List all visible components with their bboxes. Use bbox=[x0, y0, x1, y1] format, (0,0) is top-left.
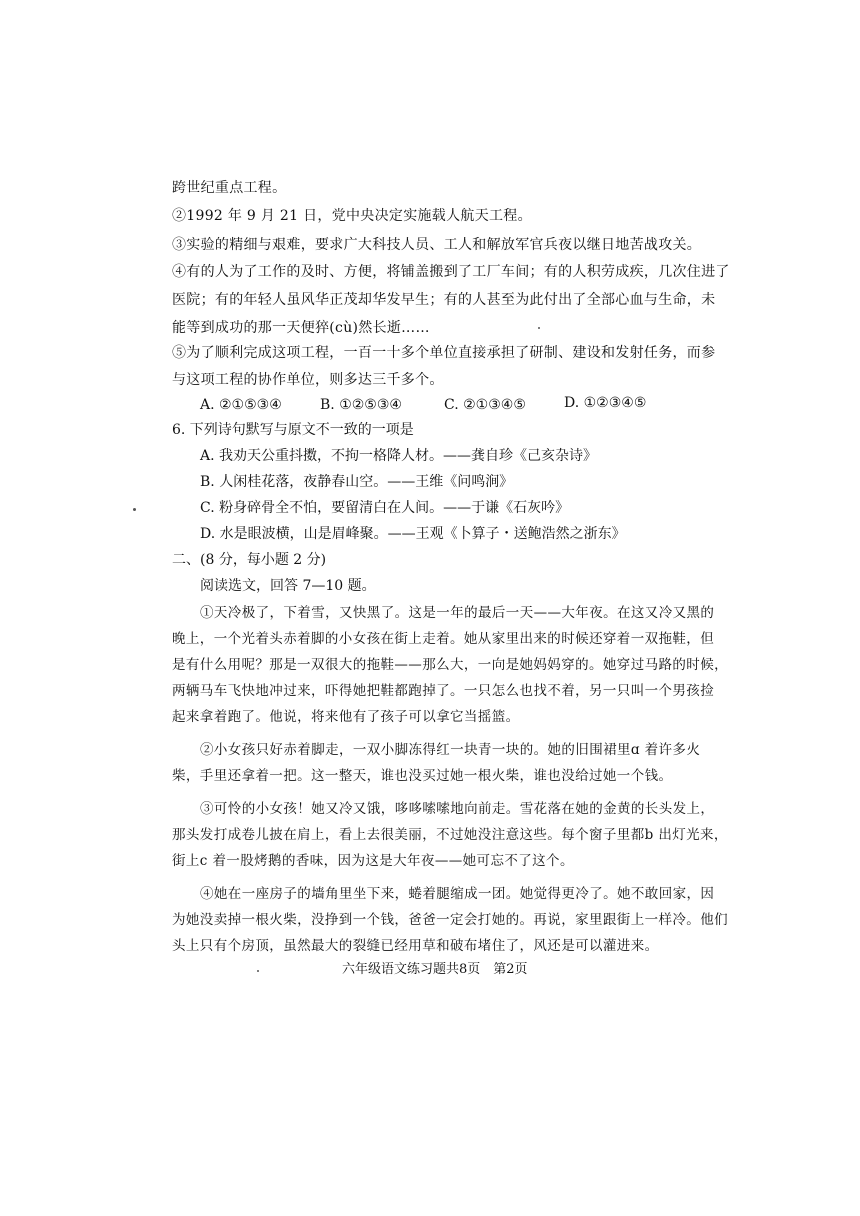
text-line: 能等到成功的那一天便猝(cù)然长逝…… bbox=[172, 320, 430, 336]
passage-line: 街上c 着一股烤鹅的香味，因为这是大年夜——她可忘不了这个。 bbox=[172, 853, 574, 869]
text-line: ④有的人为了工作的及时、方便，将铺盖搬到了工厂车间；有的人积劳成疾，几次住进了 bbox=[172, 264, 730, 280]
passage-line: 柴，手里还拿着一把。这一整天，谁也没买过她一根火柴，谁也没给过她一个钱。 bbox=[172, 768, 673, 784]
q6-option-b: B. 人闲桂花落，夜静春山空。——王维《问鸣涧》 bbox=[200, 474, 514, 490]
q6-option-a: A. 我劝天公重抖擞，不拘一格降人材。——龚自珍《己亥杂诗》 bbox=[200, 448, 598, 464]
q5-option-d: D. ①②③④⑤ bbox=[564, 395, 647, 411]
passage-line: 起来拿着跑了。他说，将来他有了孩子可以拿它当摇篮。 bbox=[172, 709, 520, 725]
text-line: 与这项工程的协作单位，则多达三千多个。 bbox=[172, 372, 444, 388]
page-footer: 六年级语文练习题共8页 第2页 bbox=[342, 962, 528, 977]
text-line: ②1992 年 9 月 21 日，党中央决定实施载人航天工程。 bbox=[172, 208, 532, 224]
passage-line: 为她没卖掉一根火柴，没挣到一个钱，爸爸一定会打她的。再说，家里跟街上一样冷。他们 bbox=[172, 912, 728, 928]
passage-line: 两辆马车飞快地冲过来，吓得她把鞋都跑掉了。一只怎么也找不着，另一只叫一个男孩捡 bbox=[172, 683, 715, 699]
passage-line: ②小女孩只好赤着脚走，一双小脚冻得红一块青一块的。她的旧围裙里ɑ 着许多火 bbox=[200, 742, 701, 758]
text-line: 跨世纪重点工程。 bbox=[172, 180, 287, 196]
scan-speck bbox=[538, 327, 540, 329]
text-line: ⑤为了顺利完成这项工程，一百一十多个单位直接承担了研制、建设和发射任务，而参 bbox=[172, 345, 716, 361]
section-heading: 二、(8 分，每小题 2 分) bbox=[172, 552, 327, 568]
q6-option-d: D. 水是眼波横，山是眉峰聚。——王观《卜算子・送鲍浩然之浙东》 bbox=[200, 526, 626, 542]
passage-line: 晚上，一个光着头赤着脚的小女孩在街上走着。她从家里出来的时候还穿着一双拖鞋，但 bbox=[172, 631, 715, 647]
passage-line: 那头发打成卷儿披在肩上，看上去很美丽，不过她没注意这些。每个窗子里都b 出灯光来， bbox=[172, 827, 728, 843]
q5-option-b: B. ①②⑤③④ bbox=[320, 397, 402, 413]
scan-speck bbox=[257, 970, 259, 972]
q6-option-c: C. 粉身碎骨全不怕，要留清白在人间。——于谦《石灰吟》 bbox=[200, 500, 570, 516]
scan-speck bbox=[133, 508, 136, 511]
section-instruction: 阅读选文，回答 7—10 题。 bbox=[200, 578, 376, 594]
passage-line: 头上只有个房顶，虽然最大的裂缝已经用草和破布堵住了，风还是可以灌进来。 bbox=[172, 938, 659, 954]
passage-line: ③可怜的小女孩！她又冷又饿，哆哆嗦嗦地向前走。雪花落在她的金黄的长头发上， bbox=[200, 801, 715, 817]
q6-stem: 6. 下列诗句默写与原文不一致的一项是 bbox=[172, 422, 414, 438]
passage-line: 是有什么用呢？那是一双很大的拖鞋——那么大，一向是她妈妈穿的。她穿过马路的时候， bbox=[172, 657, 728, 673]
q5-option-c: C. ②①③④⑤ bbox=[444, 397, 526, 413]
q5-option-a: A. ②①⑤③④ bbox=[200, 397, 282, 413]
passage-line: ①天冷极了，下着雪，又快黑了。这是一年的最后一天——大年夜。在这又冷又黑的 bbox=[200, 605, 715, 621]
text-line: 医院；有的年轻人虽风华正茂却华发早生；有的人甚至为此付出了全部心血与生命，未 bbox=[172, 292, 716, 308]
passage-line: ④她在一座房子的墙角里坐下来，蜷着腿缩成一团。她觉得更冷了。她不敢回家，因 bbox=[200, 886, 715, 902]
text-line: ③实验的精细与艰难，要求广大科技人员、工人和解放军官兵夜以继日地苦战攻关。 bbox=[172, 237, 702, 253]
